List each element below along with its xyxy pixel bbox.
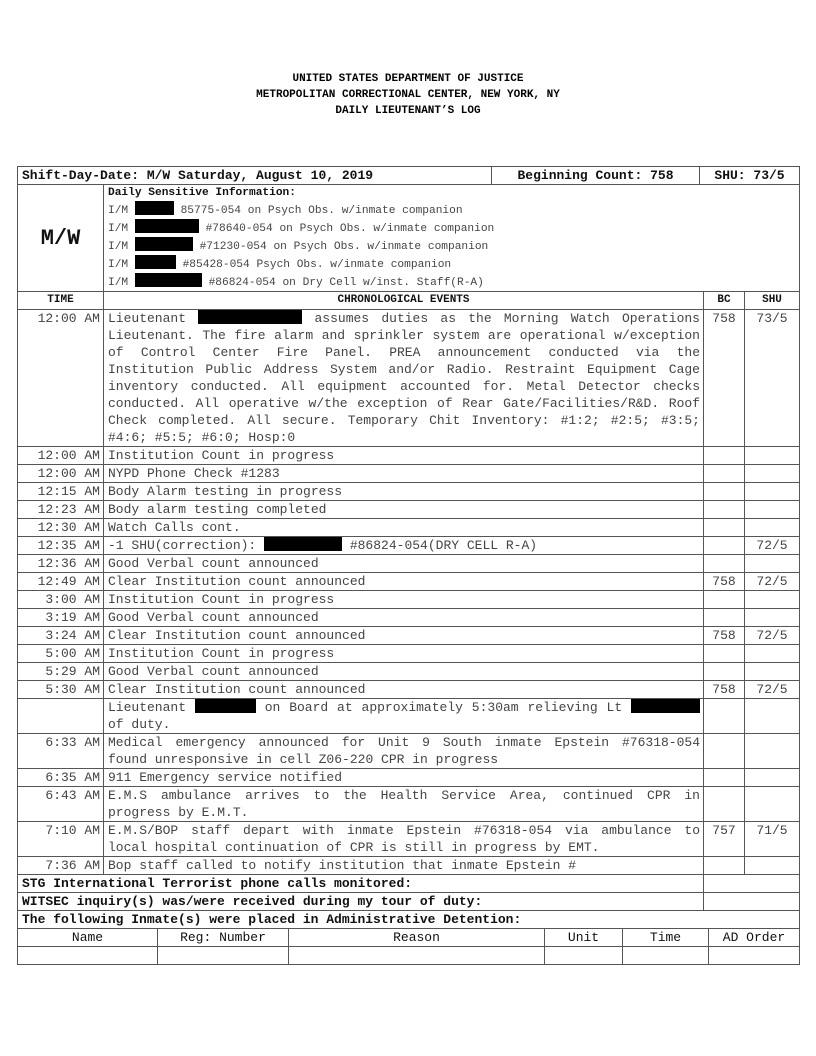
inmate-prefix: I/M xyxy=(108,205,129,217)
sensitive-info-line xyxy=(108,273,795,291)
event-description xyxy=(104,591,704,609)
sensitive-info-text: 85775-054 on Psych Obs. w/inmate companion xyxy=(173,205,463,217)
event-description xyxy=(104,519,704,537)
redacted-name xyxy=(631,699,700,713)
inmate-prefix: I/M xyxy=(108,223,129,235)
event-shu: 73/5 xyxy=(745,310,800,447)
event-time: 12:00 AM xyxy=(18,447,104,465)
redacted-name xyxy=(135,273,202,287)
ad-column-name: Name xyxy=(18,929,158,947)
event-time: 3:24 AM xyxy=(18,627,104,645)
column-header-events: CHRONOLOGICAL EVENTS xyxy=(104,292,704,310)
stg-calls-value xyxy=(704,875,800,893)
daily-sensitive-info xyxy=(104,185,800,292)
event-shu xyxy=(745,447,800,465)
event-description xyxy=(104,699,704,734)
column-header-bc: BC xyxy=(704,292,745,310)
beginning-count: Beginning Count: 758 xyxy=(492,167,700,185)
event-time: 12:49 AM xyxy=(18,573,104,591)
event-text: Bop staff called to notify institution that inmate Epstein # xyxy=(108,858,577,873)
event-text: Institution Count in progress xyxy=(108,646,335,661)
log-row xyxy=(18,645,800,663)
event-text: Medical emergency announced for Unit 9 South inmate Epstein #76318-054 found unresponsive in cell Z06-220 CPR in progress xyxy=(108,735,700,767)
header-title: DAILY LIEUTENANT’S LOG xyxy=(335,105,481,117)
event-bc: 758 xyxy=(704,310,745,447)
ad-cell xyxy=(289,947,545,965)
log-row xyxy=(18,537,800,555)
event-time: 5:00 AM xyxy=(18,645,104,663)
event-text: Body Alarm testing in progress xyxy=(108,484,343,499)
event-bc xyxy=(704,857,745,875)
ad-empty-row xyxy=(18,947,800,965)
inmate-prefix: I/M xyxy=(108,277,129,289)
log-form xyxy=(17,166,799,965)
event-text: -1 SHU(correction): xyxy=(108,538,265,553)
inmate-prefix: I/M xyxy=(108,259,129,271)
event-shu xyxy=(745,663,800,681)
event-bc xyxy=(704,609,745,627)
sensitive-info-lines xyxy=(108,201,795,291)
event-time: 12:23 AM xyxy=(18,501,104,519)
ad-cell xyxy=(158,947,289,965)
event-text: Clear Institution count announced xyxy=(108,628,366,643)
event-bc xyxy=(704,591,745,609)
event-bc: 758 xyxy=(704,573,745,591)
log-row xyxy=(18,519,800,537)
redacted-name xyxy=(135,219,199,233)
event-text: Watch Calls cont. xyxy=(108,520,241,535)
ad-column-time: Time xyxy=(623,929,709,947)
event-shu xyxy=(745,519,800,537)
event-time: 7:10 AM xyxy=(18,822,104,857)
event-shu xyxy=(745,501,800,519)
event-text: Good Verbal count announced xyxy=(108,610,319,625)
event-time: 6:43 AM xyxy=(18,787,104,822)
event-shu xyxy=(745,555,800,573)
log-row xyxy=(18,465,800,483)
event-text: NYPD Phone Check #1283 xyxy=(108,466,280,481)
redacted-name xyxy=(135,255,176,269)
event-text: of duty. xyxy=(108,717,171,732)
event-bc xyxy=(704,501,745,519)
event-text: Lieutenant xyxy=(108,311,199,326)
ad-cell xyxy=(18,947,158,965)
sensitive-info-line xyxy=(108,201,795,219)
event-description xyxy=(104,447,704,465)
log-row xyxy=(18,663,800,681)
event-text: assumes duties as the Morning Watch Operations Lieutenant. The fire alarm and sprinkler system are operational w/exception of Control Center Fire Panel. PREA announcement conducted via the Institution Public Address System and/or Radio. Restraint Equipment Cage inventory conducted. All equipment accounted for. Metal Detector checks conducted. All operative w/the exception of Rear Gate/Facilities/R&D. Roof Check completed. All secure. Temporary Chit Inventory: #1:2; #2:5; #3:5; #4:6; #5:5; #6:0; Hosp:0 xyxy=(108,311,700,445)
event-description xyxy=(104,501,704,519)
event-description xyxy=(104,822,704,857)
event-shu xyxy=(745,465,800,483)
summary-table xyxy=(17,166,800,292)
log-row xyxy=(18,822,800,857)
sensitive-info-label: Daily Sensitive Information: xyxy=(108,187,296,199)
event-shu xyxy=(745,769,800,787)
event-time: 6:33 AM xyxy=(18,734,104,769)
redacted-name xyxy=(135,201,174,215)
event-description xyxy=(104,787,704,822)
event-description xyxy=(104,663,704,681)
event-shu xyxy=(745,645,800,663)
event-time: 3:19 AM xyxy=(18,609,104,627)
event-text: Lieutenant xyxy=(108,700,195,715)
event-shu xyxy=(745,734,800,769)
event-text: Body alarm testing completed xyxy=(108,502,327,517)
log-row xyxy=(18,857,800,875)
ad-column-ad-order: AD Order xyxy=(709,929,800,947)
log-row xyxy=(18,447,800,465)
event-description xyxy=(104,609,704,627)
log-row xyxy=(18,627,800,645)
event-text: Good Verbal count announced xyxy=(108,664,319,679)
event-bc xyxy=(704,465,745,483)
redacted-name xyxy=(198,310,302,324)
event-description xyxy=(104,769,704,787)
log-row xyxy=(18,734,800,769)
event-shu xyxy=(745,591,800,609)
sensitive-info-text: #71230-054 on Psych Obs. w/inmate companion xyxy=(192,241,489,253)
event-time: 5:29 AM xyxy=(18,663,104,681)
log-row xyxy=(18,699,800,734)
event-description xyxy=(104,857,704,875)
event-shu: 71/5 xyxy=(745,822,800,857)
event-description xyxy=(104,465,704,483)
sensitive-info-text: #86824-054 on Dry Cell w/inst. Staff(R-A) xyxy=(201,277,484,289)
ad-column-reason: Reason xyxy=(289,929,545,947)
event-bc xyxy=(704,699,745,734)
shu-count: SHU: 73/5 xyxy=(700,167,800,185)
sensitive-info-line xyxy=(108,255,795,273)
log-row xyxy=(18,501,800,519)
stg-calls-label: STG International Terrorist phone calls monitored: xyxy=(18,875,704,893)
shift-day-date: Shift-Day-Date: M/W Saturday, August 10, 2019 xyxy=(18,167,492,185)
event-description xyxy=(104,573,704,591)
sensitive-info-line xyxy=(108,237,795,255)
event-shu xyxy=(745,609,800,627)
event-time xyxy=(18,699,104,734)
event-bc xyxy=(704,537,745,555)
document-header xyxy=(0,71,816,119)
event-description xyxy=(104,483,704,501)
event-shu: 72/5 xyxy=(745,627,800,645)
event-text: 911 Emergency service notified xyxy=(108,770,343,785)
event-bc xyxy=(704,769,745,787)
chronological-log-table xyxy=(17,291,800,929)
witsec-value xyxy=(704,893,800,911)
event-time: 7:36 AM xyxy=(18,857,104,875)
event-text: Institution Count in progress xyxy=(108,592,335,607)
ad-cell xyxy=(545,947,623,965)
event-time: 12:15 AM xyxy=(18,483,104,501)
event-shu xyxy=(745,857,800,875)
event-text: E.M.S ambulance arrives to the Health Service Area, continued CPR in progress by E.M.T. xyxy=(108,788,700,820)
event-description xyxy=(104,310,704,447)
event-shu: 72/5 xyxy=(745,681,800,699)
admin-detention-table xyxy=(17,928,800,965)
event-bc xyxy=(704,555,745,573)
event-text: #86824-054(DRY CELL R-A) xyxy=(342,538,538,553)
event-shu xyxy=(745,699,800,734)
event-shu xyxy=(745,483,800,501)
inmate-prefix: I/M xyxy=(108,241,129,253)
sensitive-info-text: #85428-054 Psych Obs. w/inmate companion xyxy=(175,259,452,271)
event-time: 12:35 AM xyxy=(18,537,104,555)
admin-detention-label: The following Inmate(s) were placed in Administrative Detention: xyxy=(18,911,800,929)
redacted-name xyxy=(135,237,193,251)
header-facility: METROPOLITAN CORRECTIONAL CENTER, NEW YORK, NY xyxy=(256,89,560,101)
event-bc xyxy=(704,734,745,769)
column-header-time: TIME xyxy=(18,292,104,310)
event-time: 12:30 AM xyxy=(18,519,104,537)
header-agency: UNITED STATES DEPARTMENT OF JUSTICE xyxy=(292,73,524,85)
ad-cell xyxy=(709,947,800,965)
event-text: E.M.S/BOP staff depart with inmate Epstein #76318-054 via ambulance to local hospital continuation of CPR is still in progress by EMT. xyxy=(108,823,700,855)
event-time: 5:30 AM xyxy=(18,681,104,699)
event-bc: 758 xyxy=(704,681,745,699)
sensitive-info-line xyxy=(108,219,795,237)
log-row xyxy=(18,573,800,591)
event-time: 12:36 AM xyxy=(18,555,104,573)
event-text: on Board at approximately 5:30am relieving Lt xyxy=(255,700,631,715)
log-row xyxy=(18,591,800,609)
sensitive-info-text: #78640-054 on Psych Obs. w/inmate companion xyxy=(198,223,495,235)
log-row xyxy=(18,555,800,573)
event-shu: 72/5 xyxy=(745,537,800,555)
event-description xyxy=(104,734,704,769)
event-bc: 758 xyxy=(704,627,745,645)
event-text: Clear Institution count announced xyxy=(108,574,366,589)
event-bc: 757 xyxy=(704,822,745,857)
event-time: 6:35 AM xyxy=(18,769,104,787)
event-time: 3:00 AM xyxy=(18,591,104,609)
redacted-name xyxy=(264,537,342,551)
event-text: Institution Count in progress xyxy=(108,448,335,463)
event-shu: 72/5 xyxy=(745,573,800,591)
redacted-name xyxy=(195,699,256,713)
event-bc xyxy=(704,447,745,465)
event-bc xyxy=(704,787,745,822)
log-row xyxy=(18,483,800,501)
event-bc xyxy=(704,519,745,537)
event-description xyxy=(104,537,704,555)
event-description xyxy=(104,681,704,699)
event-time: 12:00 AM xyxy=(18,310,104,447)
event-bc xyxy=(704,645,745,663)
event-description xyxy=(104,645,704,663)
witsec-label: WITSEC inquiry(s) was/were received during my tour of duty: xyxy=(18,893,704,911)
event-text: Clear Institution count announced xyxy=(108,682,366,697)
log-row xyxy=(18,609,800,627)
log-row xyxy=(18,769,800,787)
event-description xyxy=(104,627,704,645)
ad-column-unit: Unit xyxy=(545,929,623,947)
event-time: 12:00 AM xyxy=(18,465,104,483)
event-description xyxy=(104,555,704,573)
ad-cell xyxy=(623,947,709,965)
shift-code: M/W xyxy=(18,185,104,292)
event-text: Good Verbal count announced xyxy=(108,556,319,571)
log-row xyxy=(18,310,800,447)
event-shu xyxy=(745,787,800,822)
event-bc xyxy=(704,663,745,681)
log-row xyxy=(18,787,800,822)
log-row xyxy=(18,681,800,699)
ad-column-reg-number: Reg: Number xyxy=(158,929,289,947)
column-header-shu: SHU xyxy=(745,292,800,310)
event-bc xyxy=(704,483,745,501)
